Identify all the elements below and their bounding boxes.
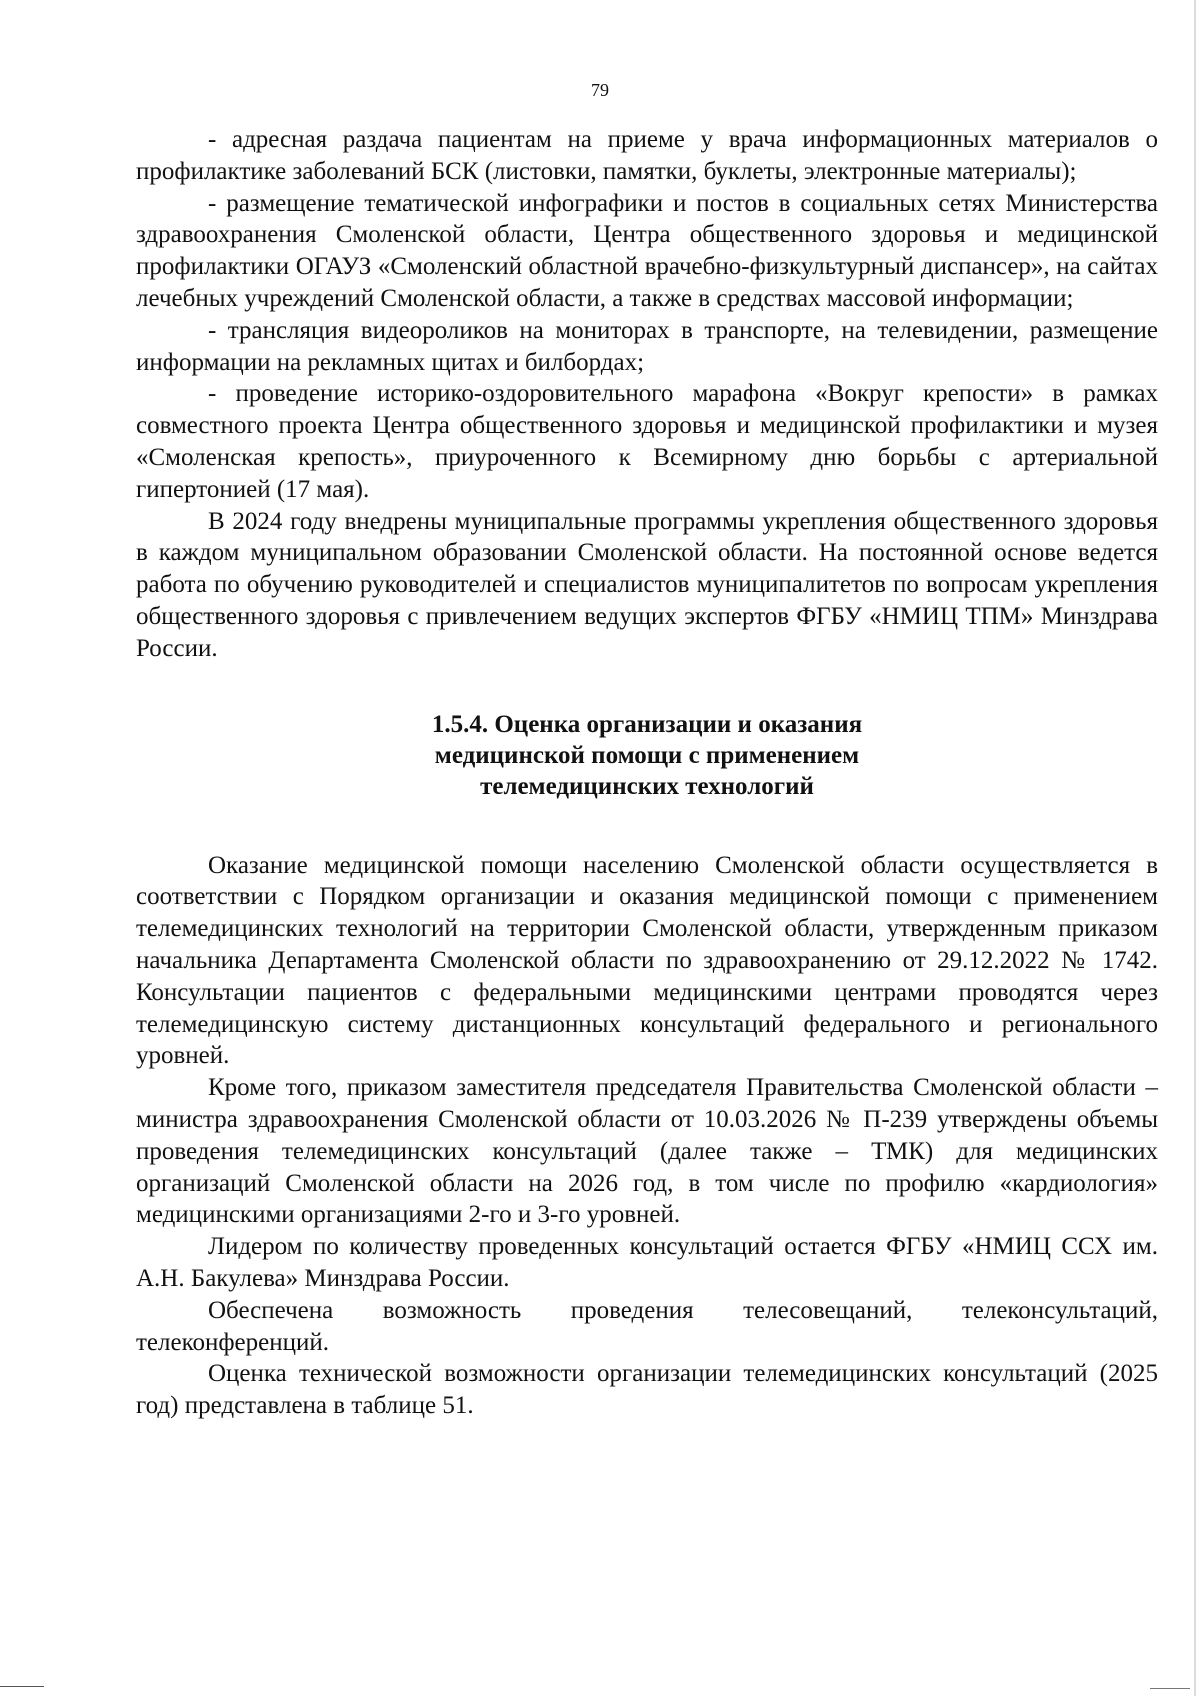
section-heading-line-3: телемедицинских технологий	[480, 772, 814, 800]
list-item-handouts: - адресная раздача пациентам на приеме у врача информационных материалов о профилактике заболеваний БСК (листовки, памятки, буклеты, электронные материалы);	[136, 126, 1158, 185]
section-spacer	[136, 665, 1158, 709]
paragraph-tmk-volumes: Кроме того, приказом заместителя председателя Правительства Смоленской области – министра здравоохранения Смоленской области от 10.03.2026 № П-239 утверждены объемы проведения телемедицинских консультаций (далее также – ТМК) для медицинских организаций Смоленской области на 2026 год, в том числе по профилю «кардиология» медицинскими организациями 2-го и 3-го уровней.	[136, 1074, 1158, 1229]
document-body	[136, 124, 1158, 1422]
paragraph-leader: Лидером по количеству проведенных консультаций остается ФГБУ «НМИЦ ССХ им. А.Н. Бакулева» Минздрава России.	[136, 1233, 1158, 1292]
section-heading-line-1: 1.5.4. Оценка организации и оказания	[431, 710, 863, 738]
list-item-video-broadcast: - трансляция видеороликов на мониторах в транспорте, на телевидении, размещение информации на рекламных щитах и билбордах;	[136, 316, 1158, 376]
section-heading	[136, 709, 1158, 802]
paragraph-telemedicine-order: Оказание медицинской помощи населению Смоленской области осуществляется в соответствии с Порядком организации и оказания медицинской помощи с применением телемедицинских технологий на территории Смоленской области, утвержденным приказом начальника Департамента Смоленской области по здравоохранению от 29.12.2022 № 1742. Консультации пациентов с федеральными медицинскими центрами проводятся через телемедицинскую систему дистанционных консультаций федерального и регионального уровней.	[136, 851, 1158, 1070]
list-item-infographics: - размещение тематической инфографики и постов в социальных сетях Министерства здравоохранения Смоленской области, Центра общественного здоровья и медицинской профилактики ОГАУЗ «Смоленский областной врачебно-физкультурный диспансер», на сайтах лечебных учреждений Смоленской области, а также в средствах массовой информации;	[136, 189, 1158, 312]
footer-rule-right	[1150, 1688, 1190, 1689]
paragraph-teleconference: Обеспечена возможность проведения телесовещаний, телеконсультаций, телеконференций.	[136, 1296, 1158, 1356]
page-edge-shadow	[1194, 0, 1196, 1696]
list-item-marathon: - проведение историко-оздоровительного марафона «Вокруг крепости» в рамках совместного проекта Центра общественного здоровья и медицинской профилактики и музея «Смоленская крепость», приуроченного к Всемирному дню борьбы с артериальной гипертонией (17 мая).	[136, 380, 1158, 503]
page-number: 79	[591, 80, 609, 100]
paragraph-table-reference: Оценка технической возможности организации телемедицинских консультаций (2025 год) представлена в таблице 51.	[136, 1360, 1158, 1420]
footer-rule-left	[0, 1686, 44, 1687]
paragraph-municipal-programs: В 2024 году внедрены муниципальные программы укрепления общественного здоровья в каждом муниципальном образовании Смоленской области. На постоянной основе ведется работа по обучению руководителей и специалистов муниципалитетов по вопросам укрепления общественного здоровья с привлечением ведущих экспертов ФГБУ «НМИЦ ТПМ» Минздрава России.	[136, 507, 1158, 662]
section-heading-line-2: медицинской помощи с применением	[434, 741, 860, 769]
heading-spacer	[136, 802, 1158, 850]
